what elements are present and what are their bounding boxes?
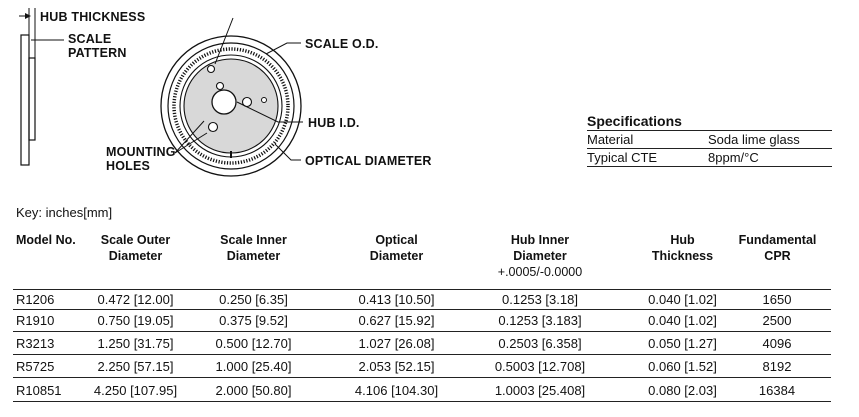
spec-value: 8ppm/°C	[708, 150, 759, 165]
cell-hub-inner: 0.1253 [3.183]	[498, 313, 582, 328]
row-divider	[13, 401, 831, 402]
row-divider	[13, 354, 831, 355]
cell-cpr: 16384	[758, 383, 796, 398]
header-hub-inner-line1: Hub Inner	[510, 233, 570, 247]
header-cpr	[730, 232, 825, 264]
spec-row	[587, 130, 832, 148]
scale-od-label: SCALE O.D.	[305, 37, 379, 51]
cell-cpr: 2500	[762, 313, 792, 328]
cell-optical: 2.053 [52.15]	[358, 359, 435, 374]
cell-hub-thickness: 0.050 [1.27]	[648, 336, 717, 351]
row-divider	[13, 377, 831, 378]
row-divider	[13, 331, 831, 332]
cell-scale-inner: 1.000 [25.40]	[215, 359, 292, 374]
spec-row	[587, 148, 832, 167]
cell-hub-inner: 1.0003 [25.408]	[494, 383, 586, 398]
mounting-holes-label-line2: HOLES	[106, 159, 151, 173]
header-hub-inner	[480, 232, 600, 280]
row-divider	[13, 309, 831, 310]
optical-diameter-label: OPTICAL DIAMETER	[305, 154, 432, 168]
cell-optical: 0.413 [10.50]	[358, 292, 435, 307]
header-hub-inner-line2: Diameter	[513, 249, 567, 263]
cell-hub-inner: 0.1253 [3.18]	[502, 292, 578, 307]
cell-model: R10851	[16, 383, 62, 398]
header-optical	[349, 232, 444, 264]
cell-scale-outer: 0.750 [19.05]	[97, 313, 174, 328]
cell-hub-inner: 0.2503 [6.358]	[498, 336, 582, 351]
cell-model: R1206	[16, 292, 55, 307]
cell-scale-outer: 1.250 [31.75]	[97, 336, 174, 351]
specifications-table	[587, 113, 832, 167]
cell-hub-thickness: 0.080 [2.03]	[648, 383, 717, 398]
mounting-holes-label-line1: MOUNTING	[106, 145, 176, 159]
scale-pattern-label	[68, 32, 127, 60]
spec-key: Typical CTE	[587, 150, 658, 165]
cell-model: R5725	[16, 359, 55, 374]
cell-hub-thickness: 0.040 [1.02]	[648, 292, 717, 307]
cell-hub-inner: 0.5003 [12.708]	[494, 359, 586, 374]
cell-model: R1910	[16, 313, 55, 328]
specifications-title: Specifications	[587, 113, 682, 129]
header-scale-inner-line1: Scale Inner	[220, 233, 287, 247]
cell-cpr: 1650	[762, 292, 792, 307]
units-key-note: Key: inches[mm]	[16, 205, 113, 220]
cell-optical: 4.106 [104.30]	[354, 383, 439, 398]
header-hub-thickness-line1: Hub	[670, 233, 695, 247]
scale-pattern-label-line1: SCALE	[68, 32, 112, 46]
cell-optical: 0.627 [15.92]	[358, 313, 435, 328]
cell-cpr: 8192	[762, 359, 792, 374]
header-cpr-line2: CPR	[764, 249, 791, 263]
cell-scale-outer: 4.250 [107.95]	[93, 383, 178, 398]
cell-scale-outer: 2.250 [57.15]	[97, 359, 174, 374]
spec-key: Material	[587, 132, 634, 147]
hub-id-label: HUB I.D.	[308, 116, 360, 130]
header-model-text: Model No.	[16, 233, 76, 247]
side-view	[19, 8, 64, 165]
cell-scale-inner: 2.000 [50.80]	[215, 383, 292, 398]
cell-optical: 1.027 [26.08]	[358, 336, 435, 351]
spec-value: Soda lime glass	[708, 132, 800, 147]
cell-hub-thickness: 0.040 [1.02]	[648, 313, 717, 328]
header-optical-line2: Diameter	[369, 249, 424, 263]
header-scale-outer-line2: Diameter	[108, 249, 163, 263]
header-cpr-line1: Fundamental	[738, 233, 817, 247]
disk-front-view	[161, 36, 301, 176]
cell-scale-inner: 0.375 [9.52]	[219, 313, 288, 328]
header-scale-outer	[88, 232, 183, 264]
header-scale-inner	[206, 232, 301, 264]
scale-pattern-label-line2: PATTERN	[68, 46, 127, 60]
header-hub-thickness	[635, 232, 730, 264]
cell-model: R3213	[16, 336, 55, 351]
row-divider	[13, 289, 831, 290]
header-scale-inner-line2: Diameter	[226, 249, 281, 263]
cell-scale-inner: 0.250 [6.35]	[219, 292, 288, 307]
cell-hub-thickness: 0.060 [1.52]	[648, 359, 717, 374]
cell-scale-outer: 0.472 [12.00]	[97, 292, 174, 307]
mounting-holes-label	[106, 145, 176, 173]
header-optical-line1: Optical	[375, 233, 418, 247]
header-hub-inner-tolerance: +.0005/-0.0000	[497, 265, 583, 279]
hub-thickness-label: HUB THICKNESS	[40, 10, 146, 24]
header-hub-thickness-line2: Thickness	[651, 249, 714, 263]
cell-cpr: 4096	[762, 336, 792, 351]
cell-scale-inner: 0.500 [12.70]	[215, 336, 292, 351]
header-model-no	[16, 232, 86, 248]
header-scale-outer-line1: Scale Outer	[100, 233, 171, 247]
